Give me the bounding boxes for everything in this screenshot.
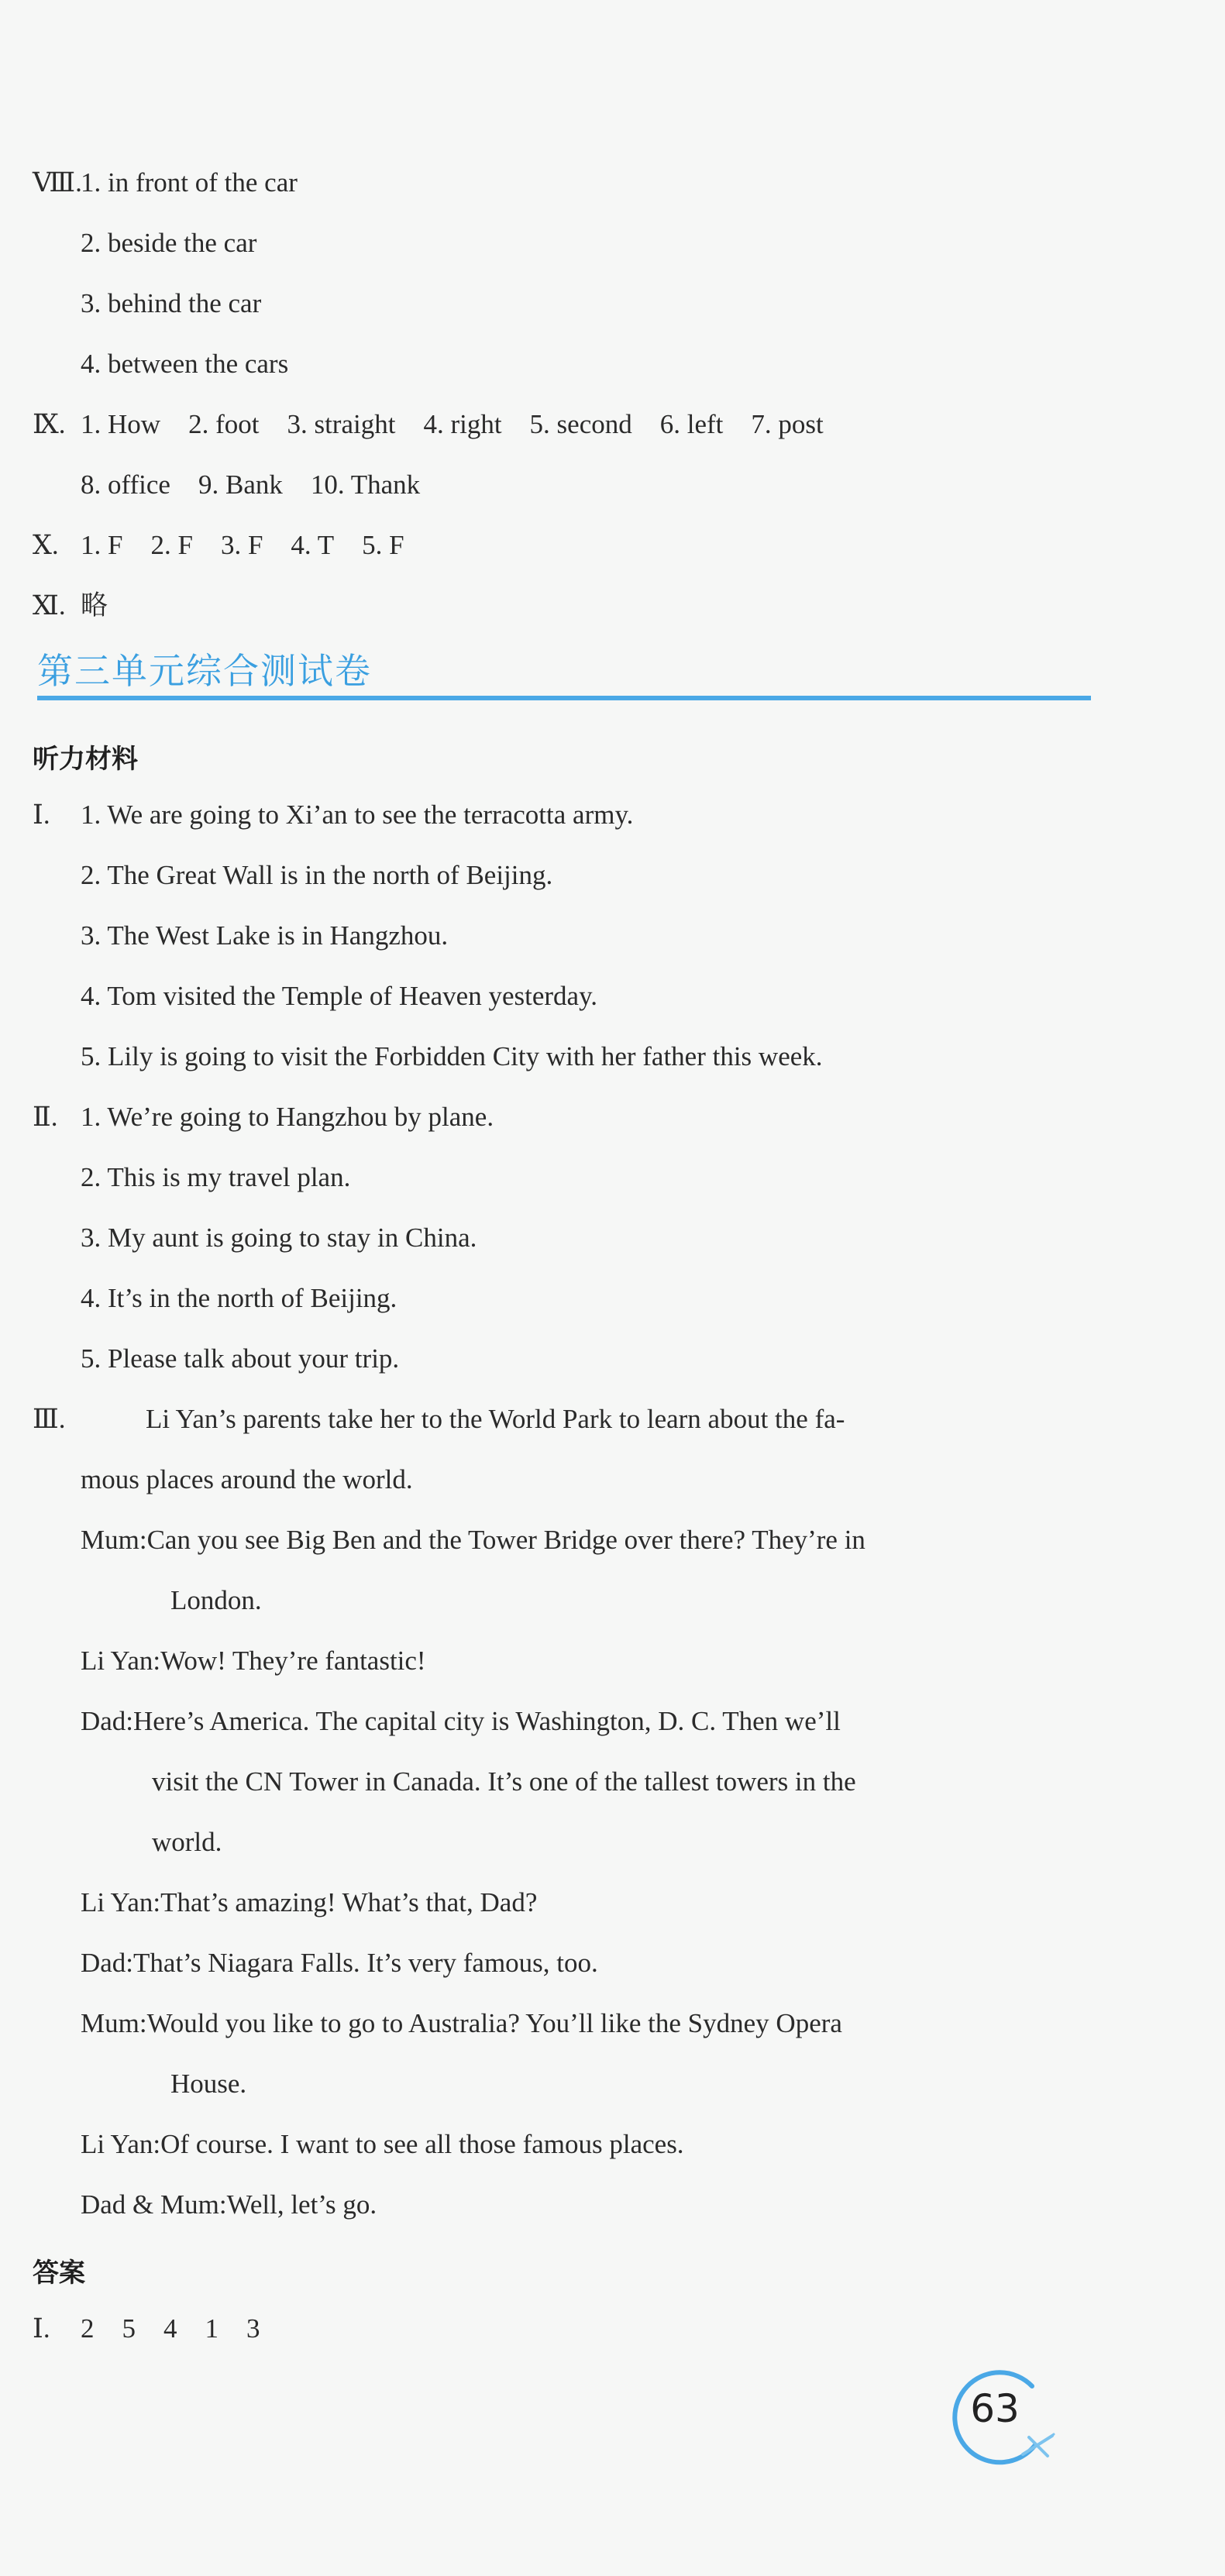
section11-label: Ⅺ. bbox=[33, 590, 66, 621]
section9-answer: 6. left bbox=[659, 409, 724, 439]
section9-answer: 2. foot bbox=[188, 409, 260, 439]
listening2-item-4: 4. It’s in the north of Beijing. bbox=[81, 1283, 397, 1313]
dialogue-line: House. bbox=[170, 2069, 247, 2099]
section9-answer: 1. How bbox=[81, 409, 161, 439]
page-number-badge bbox=[948, 2364, 1057, 2473]
plane-icon bbox=[1023, 2434, 1054, 2456]
section9-answer: 9. Bank bbox=[198, 469, 283, 500]
section8-item-2: 2. beside the car bbox=[81, 228, 257, 258]
section10-answer: 1. F bbox=[81, 530, 123, 560]
answer-value: 3 bbox=[246, 2313, 260, 2344]
section9-answer: 10. Thank bbox=[310, 469, 421, 500]
listening3-intro-1: Li Yan’s parents take her to the World Park to learn about the fa- bbox=[146, 1404, 845, 1434]
dialogue-line: Li Yan:Wow! They’re fantastic! bbox=[81, 1646, 426, 1676]
unit-title-bar bbox=[37, 648, 1091, 699]
section8-label: Ⅷ. bbox=[33, 167, 82, 198]
listening3-label: Ⅲ. bbox=[33, 1404, 66, 1434]
section10-row bbox=[81, 528, 404, 562]
section9-answer: 7. post bbox=[751, 409, 824, 439]
section9-answer: 8. office bbox=[81, 469, 170, 500]
dialogue-line: Dad & Mum:Well, let’s go. bbox=[81, 2189, 377, 2220]
dialogue-line: Li Yan:That’s amazing! What’s that, Dad? bbox=[81, 1887, 538, 1917]
section8-item-3: 3. behind the car bbox=[81, 288, 262, 318]
listening2-item-2: 2. This is my travel plan. bbox=[81, 1162, 351, 1192]
section10-answer: 5. F bbox=[362, 530, 404, 560]
dialogue-line: visit the CN Tower in Canada. It’s one of the tallest towers in the bbox=[152, 1766, 856, 1797]
listening-heading: 听力材料 bbox=[33, 744, 138, 775]
unit-title: 第三单元综合测试卷 bbox=[37, 650, 372, 692]
section10-answer: 4. T bbox=[291, 530, 335, 560]
dialogue-line: Li Yan:Of course. I want to see all those famous places. bbox=[81, 2129, 684, 2159]
dialogue-line: Dad:Here’s America. The capital city is Washington, D. C. Then we’ll bbox=[81, 1706, 841, 1736]
answer-value: 4 bbox=[163, 2313, 177, 2344]
listening2-item-5: 5. Please talk about your trip. bbox=[81, 1343, 400, 1374]
section10-answer: 2. F bbox=[150, 530, 193, 560]
listening2-item-1: 1. We’re going to Hangzhou by plane. bbox=[81, 1102, 494, 1132]
dialogue-line: Mum:Can you see Big Ben and the Tower Bridge over there? They’re in bbox=[81, 1525, 865, 1555]
listening1-item-2: 2. The Great Wall is in the north of Beijing. bbox=[81, 860, 553, 890]
answer-value: 2 bbox=[81, 2313, 95, 2344]
listening2-label: Ⅱ. bbox=[33, 1102, 58, 1132]
section9-answer: 5. second bbox=[529, 409, 632, 439]
section11-text: 略 bbox=[81, 590, 108, 621]
listening2-item-3: 3. My aunt is going to stay in China. bbox=[81, 1223, 477, 1253]
section8-item-4: 4. between the cars bbox=[81, 349, 289, 379]
section10-label: Ⅹ. bbox=[33, 530, 59, 560]
listening1-item-5: 5. Lily is going to visit the Forbidden City with her father this week. bbox=[81, 1041, 823, 1071]
answers1-row bbox=[81, 2312, 260, 2346]
answers-heading: 答案 bbox=[33, 2258, 85, 2289]
section9-answer: 3. straight bbox=[287, 409, 396, 439]
listening1-item-3: 3. The West Lake is in Hangzhou. bbox=[81, 920, 449, 951]
section9-label: Ⅸ. bbox=[33, 409, 66, 439]
page-number: 63 bbox=[970, 2386, 1020, 2431]
title-underline bbox=[37, 696, 1091, 700]
dialogue-line: London. bbox=[170, 1585, 262, 1615]
listening1-item-1: 1. We are going to Xi’an to see the terracotta army. bbox=[81, 800, 634, 830]
section9-row2 bbox=[81, 468, 420, 502]
dialogue-line: world. bbox=[152, 1827, 222, 1857]
answer-value: 1 bbox=[205, 2313, 219, 2344]
listening1-label: Ⅰ. bbox=[33, 800, 50, 830]
section9-answer: 4. right bbox=[423, 409, 502, 439]
dialogue-line: Mum:Would you like to go to Australia? You’ll like the Sydney Opera bbox=[81, 2008, 842, 2038]
dialogue-line: Dad:That’s Niagara Falls. It’s very famous, too. bbox=[81, 1948, 598, 1978]
section8-item-1: 1. in front of the car bbox=[81, 167, 298, 198]
section9-row1 bbox=[81, 408, 824, 442]
answer-value: 5 bbox=[122, 2313, 136, 2344]
section10-answer: 3. F bbox=[220, 530, 263, 560]
listening3-intro-2: mous places around the world. bbox=[81, 1464, 413, 1494]
listening1-item-4: 4. Tom visited the Temple of Heaven yesterday. bbox=[81, 981, 598, 1011]
answers1-label: Ⅰ. bbox=[33, 2313, 50, 2344]
